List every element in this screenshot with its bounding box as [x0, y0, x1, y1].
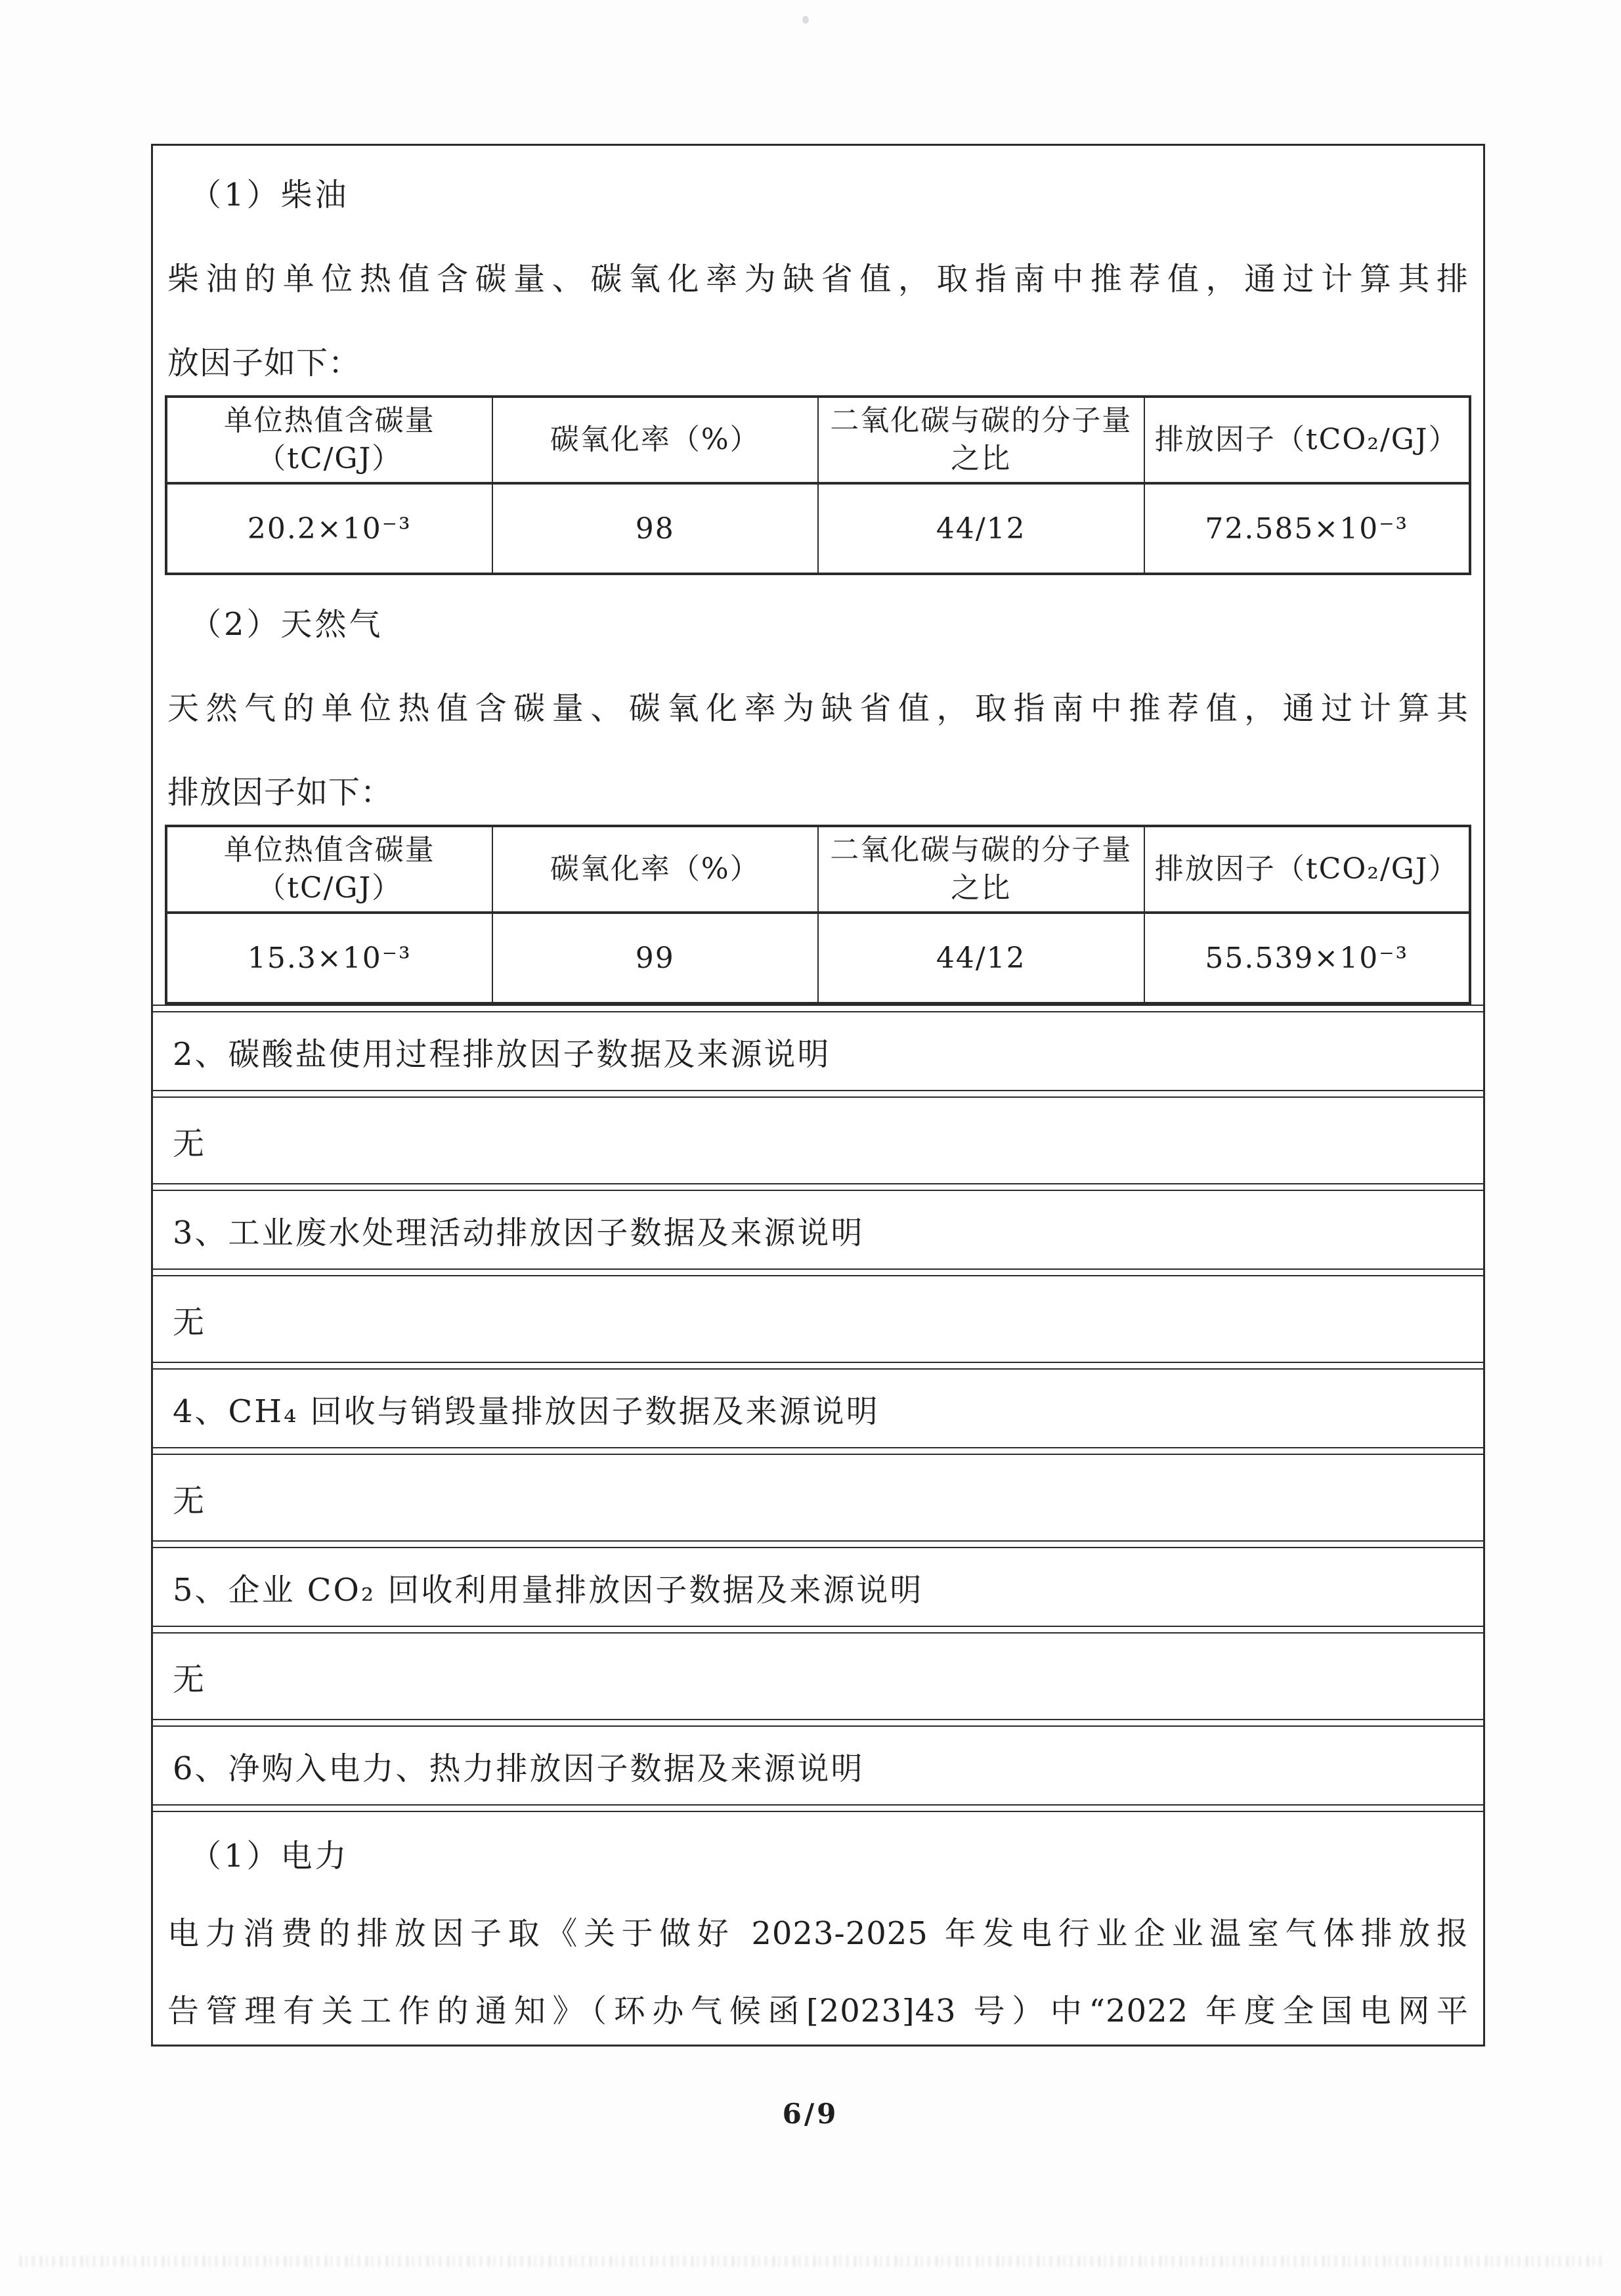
value-heat-carbon-content: 15.3×10⁻³ [166, 913, 492, 1003]
section3-heading: 3、工业废水处理活动排放因子数据及来源说明 [173, 1214, 865, 1251]
header-oxidation-rate: 碳氧化率（%） [492, 826, 819, 913]
value-molecular-ratio: 44/12 [818, 913, 1144, 1003]
section3-answer: 无 [173, 1303, 207, 1341]
header-molecular-ratio [818, 826, 1144, 913]
natural-gas-paragraph-line2: 排放因子如下： [167, 774, 393, 811]
value-heat-carbon-content: 20.2×10⁻³ [166, 483, 492, 574]
header-emission-factor: 排放因子（tCO₂/GJ） [1144, 826, 1471, 913]
value-oxidation-rate: 98 [492, 483, 819, 574]
section4-answer: 无 [173, 1482, 207, 1519]
report-form-box [151, 144, 1485, 2047]
section6-content [153, 1812, 1483, 2045]
fuel-factors-section [153, 146, 1483, 1005]
header-line: 之比 [951, 871, 1012, 905]
header-heat-carbon-content [166, 397, 492, 483]
diesel-factor-table [165, 395, 1471, 575]
natural-gas-section-title: （2）天然气 [190, 606, 383, 643]
electricity-paragraph-line2: 告管理有关工作的通知》（环办气候函[2023]43 号）中“2022 年度全国电网平 [167, 1993, 1469, 2029]
value-oxidation-rate: 99 [492, 913, 819, 1003]
header-heat-carbon-content [166, 826, 492, 913]
value-molecular-ratio: 44/12 [818, 483, 1144, 574]
section5-heading: 5、企业 CO₂ 回收利用量排放因子数据及来源说明 [173, 1571, 924, 1609]
header-line: （tC/GJ） [257, 871, 402, 905]
row-divider [153, 1183, 1483, 1191]
value-emission-factor: 55.539×10⁻³ [1144, 913, 1471, 1003]
header-emission-factor: 排放因子（tCO₂/GJ） [1144, 397, 1471, 483]
natural-gas-paragraph-line1: 天然气的单位热值含碳量、碳氧化率为缺省值，取指南中推荐值，通过计算其 [167, 690, 1469, 727]
header-line: 单位热值含碳量 [223, 404, 435, 437]
diesel-paragraph-line1: 柴油的单位热值含碳量、碳氧化率为缺省值，取指南中推荐值，通过计算其排 [167, 261, 1469, 297]
section6-heading: 6、净购入电力、热力排放因子数据及来源说明 [173, 1750, 865, 1787]
diesel-table-header-row [166, 397, 1470, 483]
scan-bleedthrough-artifact [20, 2256, 1601, 2266]
section2-answer: 无 [173, 1125, 207, 1162]
header-line: （tC/GJ） [257, 442, 402, 475]
row-divider [153, 1362, 1483, 1370]
scan-speck [802, 16, 809, 24]
row-divider [153, 1804, 1483, 1812]
natural-gas-table-header-row [166, 826, 1470, 913]
section2-heading: 2、碳酸盐使用过程排放因子数据及来源说明 [173, 1035, 831, 1073]
electricity-subsection-title: （1）电力 [190, 1838, 349, 1874]
value-emission-factor: 72.585×10⁻³ [1144, 483, 1471, 574]
row-divider [153, 1268, 1483, 1276]
header-oxidation-rate: 碳氧化率（%） [492, 397, 819, 483]
natural-gas-factor-table [165, 825, 1471, 1005]
header-line: 二氧化碳与碳的分子量 [830, 833, 1133, 867]
electricity-paragraph-line1: 电力消费的排放因子取《关于做好 2023-2025 年发电行业企业温室气体排放报 [167, 1915, 1469, 1952]
diesel-table-value-row [166, 483, 1470, 574]
natural-gas-table-value-row [166, 913, 1470, 1003]
row-divider [153, 1090, 1483, 1098]
row-divider [153, 1719, 1483, 1727]
page-number: 6/9 [782, 2098, 839, 2130]
row-divider [153, 1626, 1483, 1634]
header-line: 单位热值含碳量 [223, 833, 435, 867]
section5-answer: 无 [173, 1660, 207, 1698]
row-divider [153, 1447, 1483, 1455]
diesel-paragraph-line2: 放因子如下： [167, 345, 361, 381]
diesel-section-title: （1）柴油 [190, 177, 349, 213]
header-molecular-ratio [818, 397, 1144, 483]
section4-heading: 4、CH₄ 回收与销毁量排放因子数据及来源说明 [173, 1393, 880, 1430]
row-divider [153, 1540, 1483, 1548]
header-line: 之比 [951, 442, 1012, 475]
header-line: 二氧化碳与碳的分子量 [830, 404, 1133, 437]
row-divider [153, 1005, 1483, 1012]
